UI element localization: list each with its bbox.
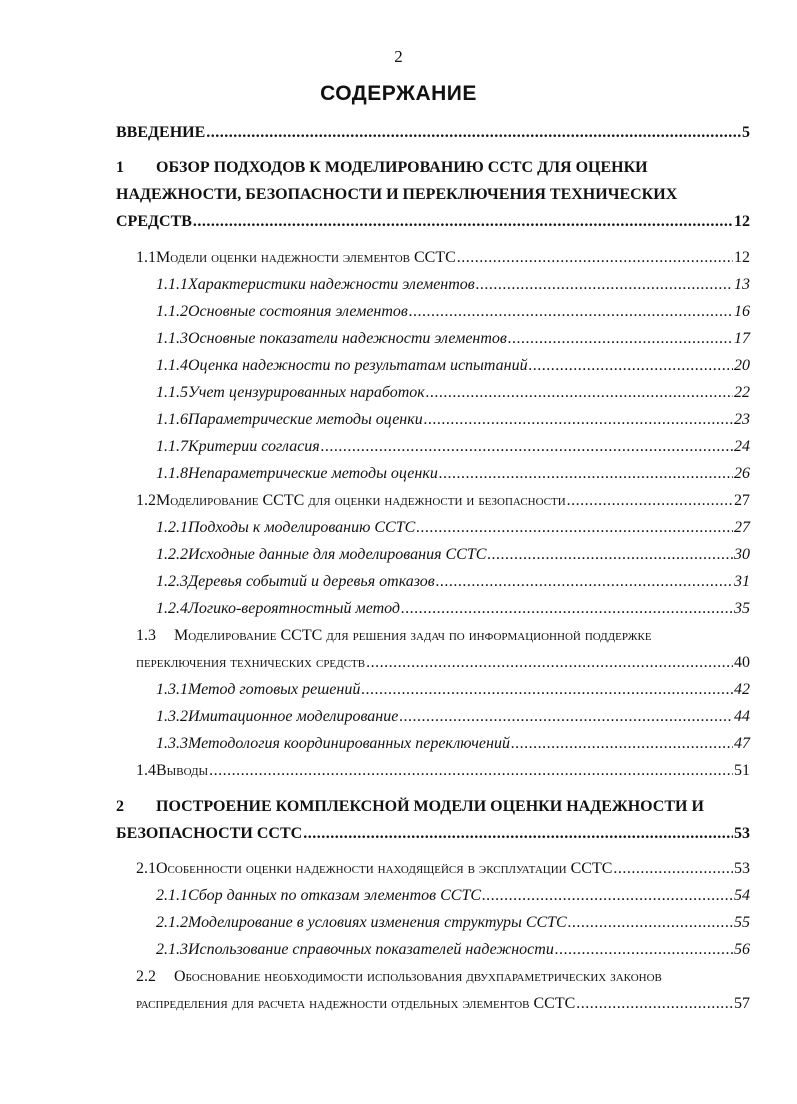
toc-subsection-number: 2.1.3 (156, 941, 188, 958)
toc-leader-dots (321, 438, 733, 456)
toc-leader-dots (511, 735, 733, 753)
toc-chapter-number: 2 (116, 798, 124, 815)
toc-subsection-number: 1.1.3 (156, 330, 188, 347)
toc-subsection-1-3-2 (156, 708, 750, 726)
toc-section-number: 2.2 (136, 968, 156, 985)
toc-leader-dots (476, 276, 733, 294)
toc-page-number: 17 (734, 330, 750, 347)
toc-entry-text: Основные показатели надежности элементов (188, 330, 507, 347)
page-number: 2 (394, 47, 403, 66)
toc-chapter-2-line2 (116, 825, 750, 843)
toc-section-2-1 (136, 860, 750, 878)
toc-entry-text: Основные состояния элементов (188, 303, 408, 320)
toc-subsection-number: 1.3.3 (156, 735, 188, 752)
toc-entry-text: Особенности оценки надежности находящейся в эксплуатации ССТС (156, 860, 613, 877)
toc-page-number: 53 (734, 825, 750, 842)
toc-leader-dots (529, 357, 733, 375)
toc-section-2-2-line1 (136, 968, 750, 986)
toc-entry-text: Подходы к моделированию ССТС (188, 519, 416, 536)
toc-page-number: 23 (734, 411, 750, 428)
toc-chapter-1-line1 (116, 159, 750, 177)
toc-leader-dots (361, 681, 733, 699)
toc-page-number: 42 (734, 681, 750, 698)
toc-page-number: 44 (734, 708, 750, 725)
toc-entry-text: Оценка надежности по результатам испытаний (188, 357, 528, 374)
toc-entry-text: Моделирование в условиях изменения структуры ССТС (188, 914, 567, 931)
toc-subsection-1-1-4 (156, 357, 750, 375)
toc-entry-text: распределения для расчета надежности отдельных элементов ССТС (136, 995, 576, 1012)
toc-entry-text: переключения технических средств (136, 654, 366, 671)
toc-leader-dots (206, 124, 741, 142)
toc-leader-dots (401, 600, 733, 618)
toc-entry-text: БЕЗОПАСНОСТИ ССТС (116, 825, 303, 842)
toc-section-number: 1.3 (136, 627, 156, 644)
toc-entry-text: Критерии согласия (188, 438, 320, 455)
toc-page-number: 22 (734, 384, 750, 401)
toc-page-number: 12 (734, 213, 750, 230)
toc-entry-text: ОБЗОР ПОДХОДОВ К МОДЕЛИРОВАНИЮ ССТС ДЛЯ ОЦЕНКИ (156, 159, 648, 176)
toc-section-1-1 (136, 249, 750, 267)
toc-subsection-number: 1.3.2 (156, 708, 188, 725)
toc-leader-dots (613, 860, 733, 878)
toc-entry-text: Моделирование ССТС для решения задач по информационной поддержке (174, 627, 652, 644)
toc-page-number: 5 (742, 124, 750, 141)
toc-section-number: 1.4 (136, 762, 156, 779)
toc-entry-text: Выводы (156, 762, 209, 779)
toc-leader-dots (508, 330, 733, 348)
toc-subsection-number: 2.1.2 (156, 914, 188, 931)
toc-page-number: 54 (734, 887, 750, 904)
toc-section-1-3-line1 (136, 627, 750, 645)
toc-subsection-number: 1.3.1 (156, 681, 188, 698)
toc-leader-dots (487, 546, 733, 564)
toc-chapter-2-line1 (116, 798, 750, 816)
toc-subsection-number: 1.1.8 (156, 465, 188, 482)
toc-title: СОДЕРЖАНИЕ (320, 82, 477, 105)
toc-entry-text: Сбор данных по отказам элементов ССТС (188, 887, 482, 904)
toc-subsection-number: 2.1.1 (156, 887, 188, 904)
toc-subsection-1-1-2 (156, 303, 750, 321)
toc-leader-dots (366, 654, 733, 672)
toc-page-number: 56 (734, 941, 750, 958)
toc-section-number: 1.1 (136, 249, 156, 266)
toc-entry-text: Использование справочных показателей надежности (188, 941, 554, 958)
toc-leader-dots (416, 519, 733, 537)
toc-entry-text: ВВЕДЕНИЕ (116, 124, 206, 141)
toc-subsection-number: 1.1.7 (156, 438, 188, 455)
toc-subsection-number: 1.1.5 (156, 384, 188, 401)
toc-entry-text: Логико-вероятностный метод (188, 600, 401, 617)
toc-section-number: 2.1 (136, 860, 156, 877)
toc-leader-dots (457, 249, 733, 267)
toc-page-number: 13 (734, 276, 750, 293)
toc-entry-text: СРЕДСТВ (116, 213, 192, 230)
toc-page-number: 24 (734, 438, 750, 455)
toc-page-number: 30 (734, 546, 750, 563)
toc-page-number: 16 (734, 303, 750, 320)
toc-page-number: 35 (734, 600, 750, 617)
toc-subsection-number: 1.1.6 (156, 411, 188, 428)
toc-section-1-4 (136, 762, 750, 780)
toc-entry-text: Обоснование необходимости использования двухпараметрических законов (174, 968, 662, 985)
toc-entry-text: Учет цензурированных наработок (188, 384, 425, 401)
toc-page-number: 12 (734, 249, 750, 266)
toc-page-number: 57 (734, 995, 750, 1012)
toc-subsection-2-1-1 (156, 887, 750, 905)
toc-leader-dots (439, 465, 733, 483)
toc-page-number: 27 (734, 519, 750, 536)
toc-entry-intro (116, 124, 750, 142)
toc-section-1-2 (136, 492, 750, 510)
toc-leader-dots (209, 762, 733, 780)
toc-entry-text: Исходные данные для моделирования ССТС (188, 546, 487, 563)
toc-entry-text: Методология координированных переключений (188, 735, 510, 752)
toc-subsection-1-1-1 (156, 276, 750, 294)
toc-subsection-1-2-1 (156, 519, 750, 537)
toc-subsection-2-1-3 (156, 941, 750, 959)
toc-entry-text: Моделирование ССТС для оценки надежности и безопасности (156, 492, 566, 509)
toc-subsection-1-3-3 (156, 735, 750, 753)
toc-entry-text: Деревья событий и деревья отказов (188, 573, 435, 590)
toc-subsection-1-3-1 (156, 681, 750, 699)
toc-subsection-1-1-5 (156, 384, 750, 402)
toc-leader-dots (436, 573, 733, 591)
toc-subsection-number: 1.2.3 (156, 573, 188, 590)
toc-leader-dots (193, 213, 733, 231)
toc-page-number: 40 (734, 654, 750, 671)
toc-subsection-number: 1.2.4 (156, 600, 188, 617)
toc-page-number: 53 (734, 860, 750, 877)
toc-page-number: 47 (734, 735, 750, 752)
toc-page-number: 26 (734, 465, 750, 482)
toc-leader-dots (409, 303, 733, 321)
toc-leader-dots (576, 995, 733, 1013)
toc-section-1-3-line2 (136, 654, 750, 672)
toc-leader-dots (555, 941, 733, 959)
toc-entry-text: ПОСТРОЕНИЕ КОМПЛЕКСНОЙ МОДЕЛИ ОЦЕНКИ НАДЕЖНОСТИ И (156, 798, 704, 815)
toc-entry-text: Метод готовых решений (188, 681, 361, 698)
toc-page-number: 55 (734, 914, 750, 931)
toc-entry-text: Модели оценки надежности элементов ССТС (156, 249, 456, 266)
toc-leader-dots (567, 492, 733, 510)
toc-entry-text: Непараметрические методы оценки (188, 465, 438, 482)
toc-subsection-1-1-8 (156, 465, 750, 483)
toc-section-2-2-line2 (136, 995, 750, 1013)
toc-leader-dots (482, 887, 733, 905)
toc-chapter-number: 1 (116, 159, 124, 176)
toc-page-number: 20 (734, 357, 750, 374)
toc-entry-text: Характеристики надежности элементов (188, 276, 475, 293)
toc-subsection-number: 1.1.2 (156, 303, 188, 320)
toc-page-number: 31 (734, 573, 750, 590)
toc-leader-dots (424, 411, 733, 429)
toc-subsection-number: 1.2.1 (156, 519, 188, 536)
toc-leader-dots (399, 708, 733, 726)
toc-subsection-1-2-2 (156, 546, 750, 564)
toc-subsection-number: 1.1.1 (156, 276, 188, 293)
toc-page-number: 27 (734, 492, 750, 509)
toc-section-number: 1.2 (136, 492, 156, 509)
toc-leader-dots (426, 384, 733, 402)
toc-leader-dots (568, 914, 733, 932)
toc-leader-dots (303, 825, 733, 843)
toc-subsection-number: 1.1.4 (156, 357, 188, 374)
toc-subsection-1-2-3 (156, 573, 750, 591)
toc-page-number: 51 (734, 762, 750, 779)
toc-chapter-1-line2 (116, 186, 750, 204)
toc-entry-text: Параметрические методы оценки (188, 411, 423, 428)
toc-subsection-number: 1.2.2 (156, 546, 188, 563)
toc-subsection-1-2-4 (156, 600, 750, 618)
toc-subsection-2-1-2 (156, 914, 750, 932)
toc-subsection-1-1-6 (156, 411, 750, 429)
toc-entry-text: НАДЕЖНОСТИ, БЕЗОПАСНОСТИ И ПЕРЕКЛЮЧЕНИЯ ТЕХНИЧЕСКИХ (116, 186, 678, 203)
toc-subsection-1-1-3 (156, 330, 750, 348)
toc-subsection-1-1-7 (156, 438, 750, 456)
toc-entry-text: Имитационное моделирование (188, 708, 399, 725)
toc-chapter-1-line3 (116, 213, 750, 231)
